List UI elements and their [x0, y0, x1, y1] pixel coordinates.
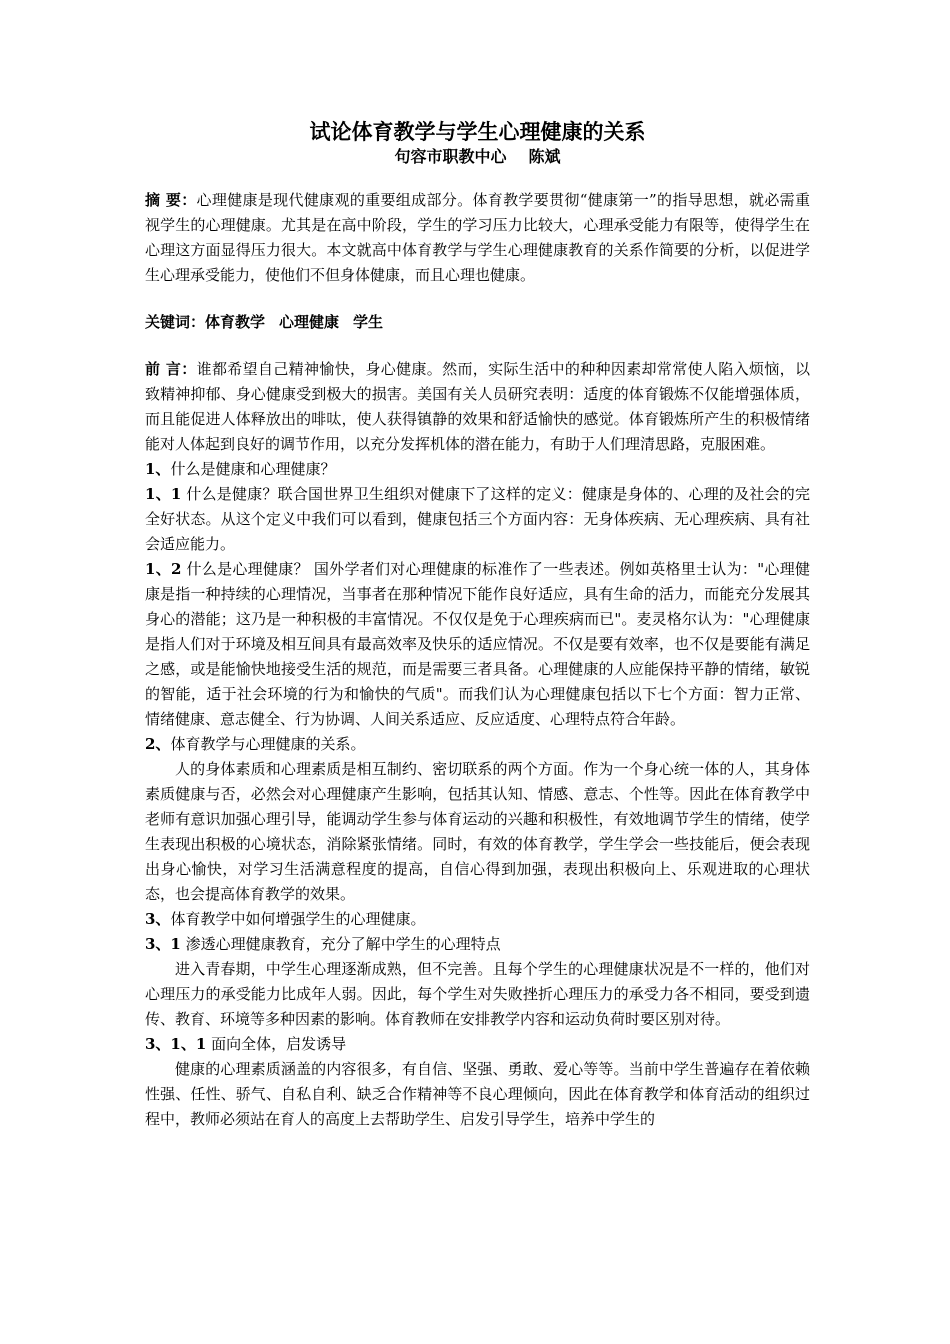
author-org: 句容市职教中心: [394, 147, 507, 166]
keyword-2: 心理健康: [279, 313, 340, 331]
author-name: 陈斌: [528, 147, 561, 166]
section-1-2: 1、2 什么是心理健康？ 国外学者们对心理健康的标准作了一些表述。例如英格里士认为："心理健康是指一种持续的心理情况，当事者在那种情况下能作良好适应，具有生命的活力，而能充分发展其身心的潜能；这乃是一种积极的丰富情况。不仅仅是免于心理疾病而已"。麦灵格尔认为："心理健康是指人们对于环境及相互间具有最高效率及快乐的适应情况。不仅是要有效率，也不仅是要能有满足之感，或是能愉快地接受生活的规范，而是需要三者具备。心理健康的人应能保持平静的情绪，敏锐的智能，适于社会环境的行为和愉快的气质"。而我们认为心理健康包括以下七个方面：智力正常、情绪健康、意志健全、行为协调、人间关系适应、反应适度、心理特点符合年龄。: [145, 560, 810, 728]
section-3-1-1-body: 健康的心理素质涵盖的内容很多，有自信、坚强、勇敢、爱心等等。当前中学生普遍存在着依赖性强、任性、骄气、自私自利、缺乏合作精神等不良心理倾向，因此在体育教学和体育活动的组织过程中，教师必须站在育人的高度上去帮助学生、启发引导学生，培养中学生的: [145, 1060, 810, 1128]
preface: [145, 357, 810, 457]
preface-label: 前 言：: [145, 360, 197, 378]
author-line: [145, 146, 810, 168]
keywords: [145, 310, 810, 335]
section-2-body: 人的身体素质和心理素质是相互制约、密切联系的两个方面。作为一个身心统一体的人，其身体素质健康与否，必然会对心理健康产生影响，包括其认知、情感、意志、个性等。因此在体育教学中老师有意识加强心理引导，能调动学生参与体育运动的兴趣和积极性，有效地调节学生的情绪，使学生表现出积极的心境状态，消除紧张情绪。同时，有效的体育教学，学生学会一些技能后，便会表现出身心愉快，对学习生活满意程度的提高，自信心得到加强，表现出积极向上、乐观进取的心理状态，也会提高体育教学的效果。: [145, 760, 810, 903]
section-3-1-heading: 3、1 渗透心理健康教育，充分了解中学生的心理特点: [145, 935, 501, 953]
document-title: 试论体育教学与学生心理健康的关系: [309, 119, 646, 144]
abstract: [145, 188, 810, 288]
abstract-label: 摘 要：: [145, 191, 197, 209]
keyword-3: 学生: [353, 313, 384, 331]
section-3-1-1-heading: 3、1、1 面向全体，启发诱导: [145, 1035, 347, 1053]
section-1-1: 1、1 什么是健康？联合国世界卫生组织对健康下了这样的定义：健康是身体的、心理的及社会的完全好状态。从这个定义中我们可以看到，健康包括三个方面内容：无身体疾病、无心理疾病、具有社会适应能力。: [145, 485, 810, 553]
abstract-text: 心理健康是现代健康观的重要组成部分。体育教学要贯彻“健康第一”的指导思想，就必需重视学生的心理健康。尤其是在高中阶段，学生的学习压力比较大，心理承受能力有限等，使得学生在心理这方面显得压力很大。本文就高中体育教学与学生心理健康教育的关系作简要的分析，以促进学生心理承受能力，使他们不但身体健康，而且心理也健康。: [145, 191, 810, 284]
section-2-heading: 2、体育教学与心理健康的关系。: [145, 735, 366, 753]
preface-text: 谁都希望自己精神愉快，身心健康。然而，实际生活中的种种因素却常常使人陷入烦恼，以致精神抑郁、身心健康受到极大的损害。美国有关人员研究表明：适度的体育锻炼不仅能增强体质，而且能促进人体释放出的啡呔，使人获得镇静的效果和舒适愉快的感觉。体育锻炼所产生的积极情绪能对人体起到良好的调节作用，以充分发挥机体的潜在能力，有助于人们理清思路，克服困难。: [145, 360, 810, 453]
document-content: [145, 118, 810, 1132]
keywords-label: 关键词：: [145, 313, 206, 331]
section-3-heading: 3、体育教学中如何增强学生的心理健康。: [145, 910, 426, 928]
section-3-1-body: 进入青春期，中学生心理逐渐成熟，但不完善。且每个学生的心理健康状况是不一样的，他们对心理压力的承受能力比成年人弱。因此，每个学生对失败挫折心理压力的承受力各不相同，要受到遗传、教育、环境等多种因素的影响。体育教师在安排教学内容和运动负荷时要区别对待。: [145, 960, 810, 1028]
section-1-heading: 1、什么是健康和心理健康？: [145, 460, 336, 478]
keyword-1: 体育教学: [205, 313, 266, 331]
